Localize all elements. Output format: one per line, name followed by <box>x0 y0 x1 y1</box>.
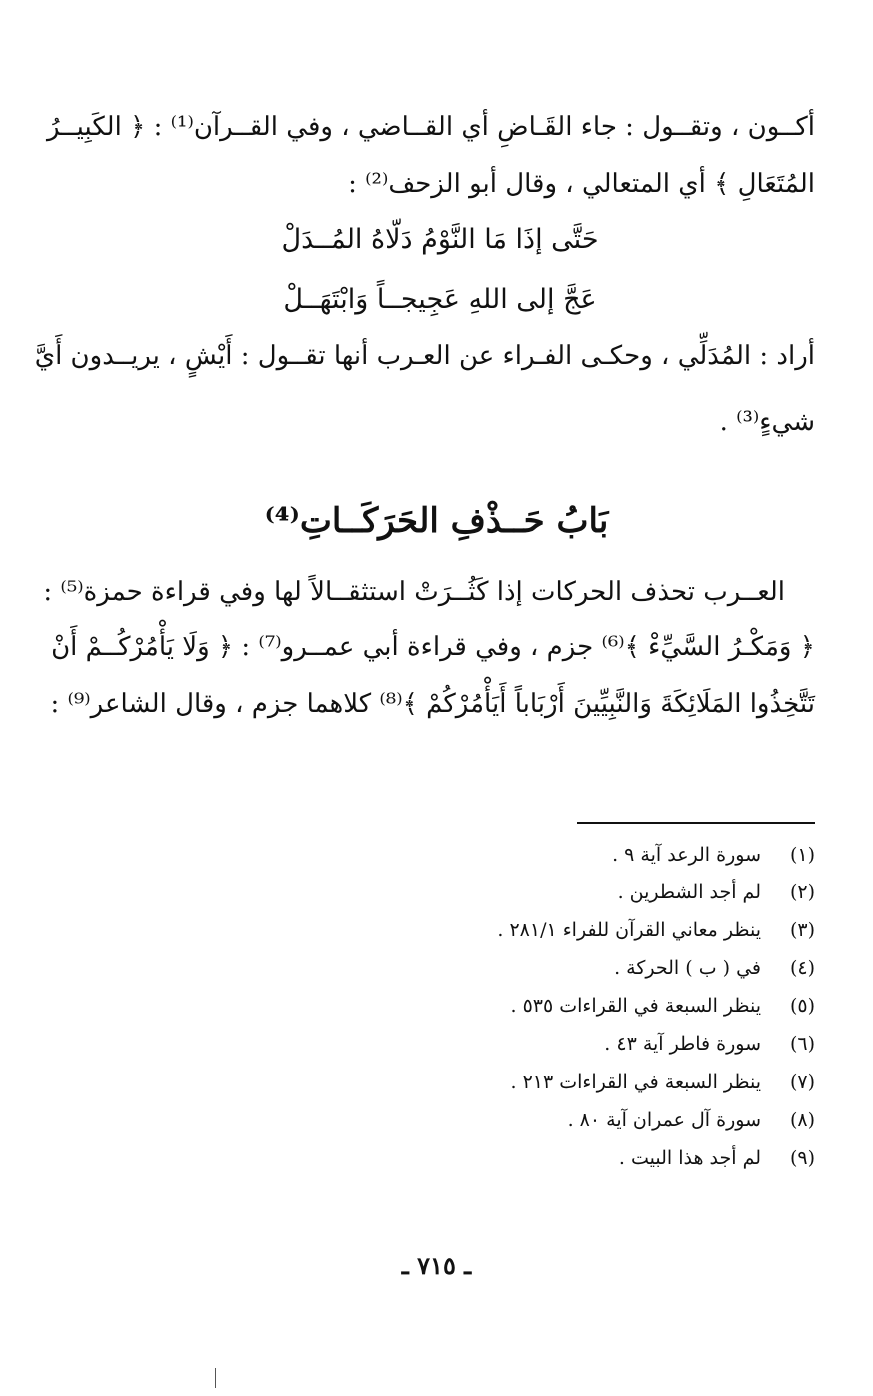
footnote-4 <box>395 953 815 983</box>
footnote-text: سورة فاطر آية ٤٣ . <box>604 1033 761 1055</box>
body-line-1: أكــون ، وتقــول : جاء القَـاضِ أي القــاضي ، وفي القــرآن⁽¹⁾ : ﴿ الكَبِيــرُ <box>47 112 815 142</box>
footnote-text: ينظر معاني القرآن للفراء ٢٨١/١ . <box>497 919 761 941</box>
footnote-text: في ( ب ) الحركة . <box>614 957 761 979</box>
section-line-2: ﴿ وَمَكْـرُ السَّيِّءْ ﴾⁽⁶⁾ جزم ، وفي قراءة أبي عمــرو⁽⁷⁾ : ﴿ وَلَا يَأْمُرْكُــمْ أَنْ <box>51 632 815 662</box>
footnote-number: (٧) <box>789 1071 815 1093</box>
footnote-number: (٨) <box>789 1109 815 1131</box>
footnote-text: سورة الرعد آية ٩ . <box>612 844 761 866</box>
footnote-number: (٤) <box>789 957 815 979</box>
footnote-number: (٢) <box>789 881 815 903</box>
footnote-number: (٥) <box>789 995 815 1017</box>
footnote-1 <box>395 840 815 870</box>
footnote-7 <box>395 1067 815 1097</box>
section-line-1: العــرب تحذف الحركات إذا كَثُــرَتْ استثقــالاً لها وفي قراءة حمزة⁽⁵⁾ : <box>43 577 785 607</box>
section-heading: بَابُ حَــذْفِ الحَرَكَــاتِ⁽⁴⁾ <box>264 501 609 541</box>
verse-line-2: عَجَّ إلى اللهِ عَجِيجــاً وَابْتَهَــلْ <box>283 284 597 315</box>
body-line-4: شيءٍ⁽³⁾ . <box>719 407 815 437</box>
footnote-number: (٩) <box>789 1147 815 1169</box>
footnote-3 <box>395 915 815 945</box>
footnote-number: (٦) <box>789 1033 815 1055</box>
footnote-number: (٣) <box>789 919 815 941</box>
footnote-9 <box>395 1143 815 1173</box>
footnote-2 <box>395 877 815 907</box>
footnote-text: ينظر السبعة في القراءات ٥٣٥ . <box>510 995 761 1017</box>
footnote-text: سورة آل عمران آية ٨٠ . <box>567 1109 761 1131</box>
page-number: ـ ٧١٥ ـ <box>401 1251 472 1280</box>
scan-edge-mark <box>215 1368 226 1388</box>
footnote-text: ينظر السبعة في القراءات ٢١٣ . <box>510 1071 761 1093</box>
footnote-number: (١) <box>789 844 815 866</box>
footnote-8 <box>395 1105 815 1135</box>
body-line-2: المُتَعَالِ ﴾ أي المتعالي ، وقال أبو الزحف⁽²⁾ : <box>348 169 815 199</box>
footnote-6 <box>395 1029 815 1059</box>
section-line-3: تَتَّخِذُوا المَلَائِكَةَ وَالنَّبِيِّينَ أَرْبَاباً أَيَأْمُرْكُمْ ﴾⁽⁸⁾ كلاهما جزم ، وقال الشاعر⁽⁹⁾ : <box>50 689 815 719</box>
body-line-3: أراد : المُدَلِّي ، وحكـى الفـراء عن العـرب أنها تقــول : أَيْشٍ ، يريــدون أَيَّ <box>34 341 815 371</box>
verse-line-1: حَتَّى إذَا مَا النَّوْمُ دَلّاهُ المُــدَلْ <box>281 224 599 255</box>
footnote-text: لم أجد الشطرين . <box>617 881 761 903</box>
footnote-text: لم أجد هذا البيت . <box>618 1147 761 1169</box>
footnote-divider <box>577 822 815 824</box>
footnote-5 <box>395 991 815 1021</box>
